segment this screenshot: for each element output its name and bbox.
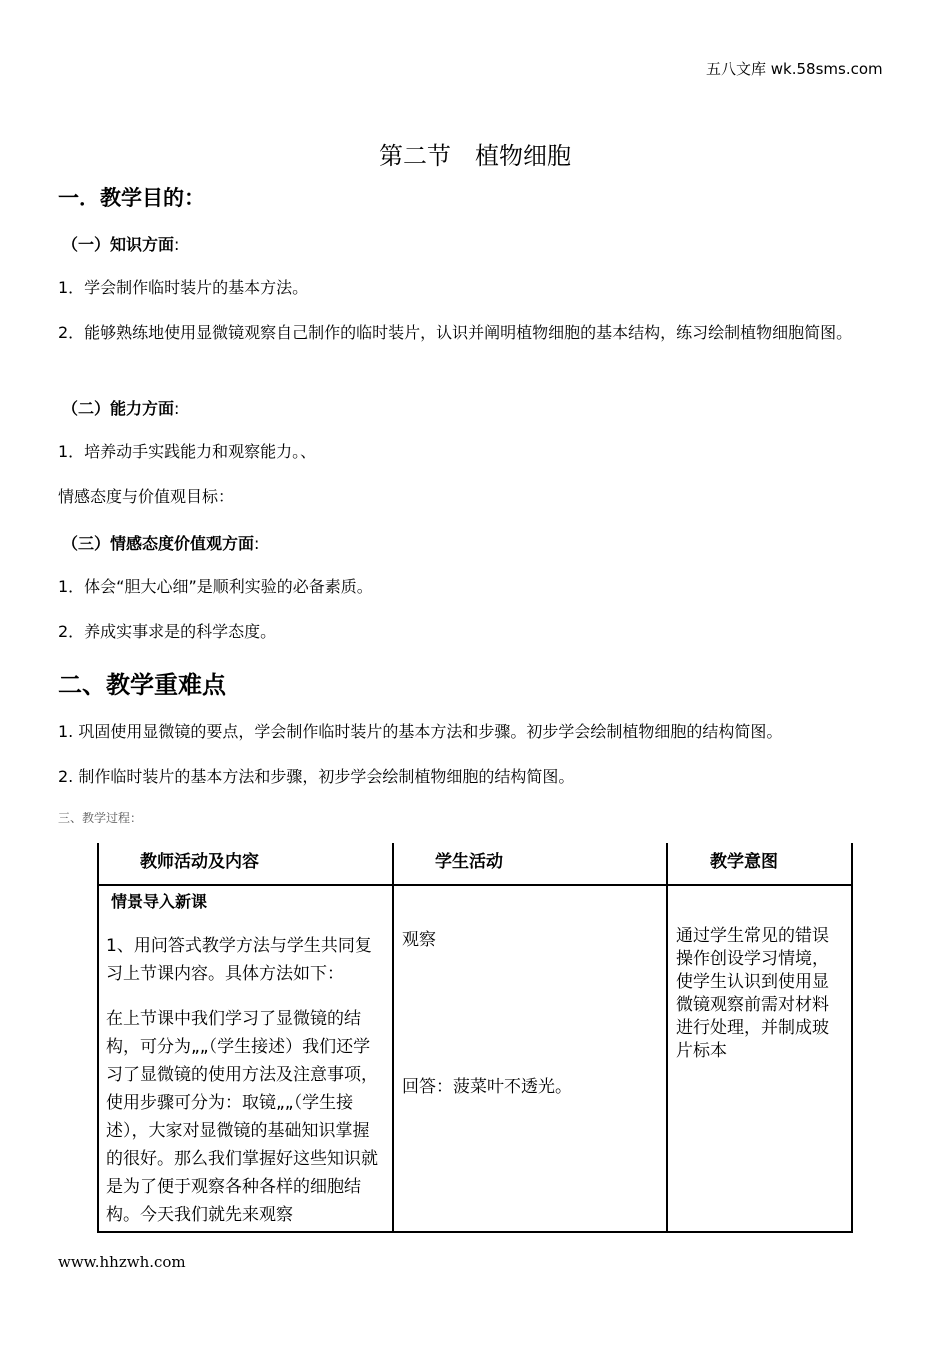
section3-heading: 三、教学过程：	[58, 811, 143, 825]
student-answer: 回答：菠菜叶不透光。	[402, 1077, 572, 1097]
teaching-process-table	[97, 843, 853, 1233]
emotion-note: 情感态度与价值观目标：	[58, 487, 235, 506]
emotion-label: （三）情感态度价值观方面	[62, 534, 255, 553]
knowledge-item-2: 2．能够熟练地使用显微镜观察自己制作的临时装片，认识并阐明植物细胞的基本结构，练习绘制植物细胞简图。	[58, 323, 853, 342]
keypoint-item-1: 1. 巩固使用显微镜的要点，学会制作临时装片的基本方法和步骤。初步学会绘制植物细胞的结构简图。	[58, 722, 783, 741]
header-site: 五八文库 wk.58sms.com	[706, 60, 883, 78]
footer-url: www.hhzwh.com	[58, 1253, 186, 1271]
emotion-heading	[62, 531, 259, 554]
student-observe: 观察	[402, 930, 436, 950]
knowledge-colon: :	[174, 235, 180, 254]
keypoint-item-2: 2. 制作临时装片的基本方法和步骤，初步学会绘制植物细胞的结构简图。	[58, 767, 575, 786]
table-divider-1	[392, 843, 394, 1233]
ability-label: （二）能力方面	[62, 399, 175, 418]
teacher-para-2: 在上节课中我们学习了显微镜的结构，可分为„„（学生接述）我们还学习了显微镜的使用方法及注意事项，使用步骤可分为：取镜„„（学生接述），大家对显微镜的基础知识掌握的很好。那么我们掌握好这些知识就是为了便于观察各种各样的细胞结构。今天我们就先来观察	[106, 1009, 378, 1225]
knowledge-label: （一）知识方面	[62, 235, 175, 254]
col-header-teacher: 教师活动及内容	[140, 852, 259, 872]
ability-colon: :	[174, 399, 180, 418]
knowledge-heading	[62, 232, 179, 255]
section1-heading: 一．教学目的：	[58, 186, 205, 210]
teacher-para-1: 1、用问答式教学方法与学生共同复习上节课内容。具体方法如下：	[106, 936, 372, 984]
col-header-student: 学生活动	[435, 852, 503, 872]
emotion-item-1: 1．体会“胆大心细”是顺利实验的必备素质。	[58, 577, 373, 596]
table-divider-2	[666, 843, 668, 1233]
ability-item-1: 1．培养动手实践能力和观察能力。、	[58, 442, 317, 461]
emotion-colon: :	[254, 534, 260, 553]
table-border-left	[97, 843, 99, 1233]
table-header-rule	[97, 884, 853, 886]
page-title: 第二节 植物细胞	[379, 142, 571, 170]
col-header-intent: 教学意图	[710, 852, 778, 872]
emotion-item-2: 2．养成实事求是的科学态度。	[58, 622, 277, 641]
ability-heading	[62, 396, 179, 419]
section2-heading: 二、教学重难点	[58, 671, 226, 699]
teaching-intent: 通过学生常见的错误操作创设学习情境，使学生认识到使用显微镜观察前需对材料进行处理，并制成玻片标本	[676, 926, 829, 1061]
teacher-intro: 情景导入新课	[111, 892, 208, 911]
table-bottom-rule	[97, 1231, 853, 1233]
table-border-right	[851, 843, 853, 1233]
knowledge-item-1: 1．学会制作临时装片的基本方法。	[58, 278, 309, 297]
